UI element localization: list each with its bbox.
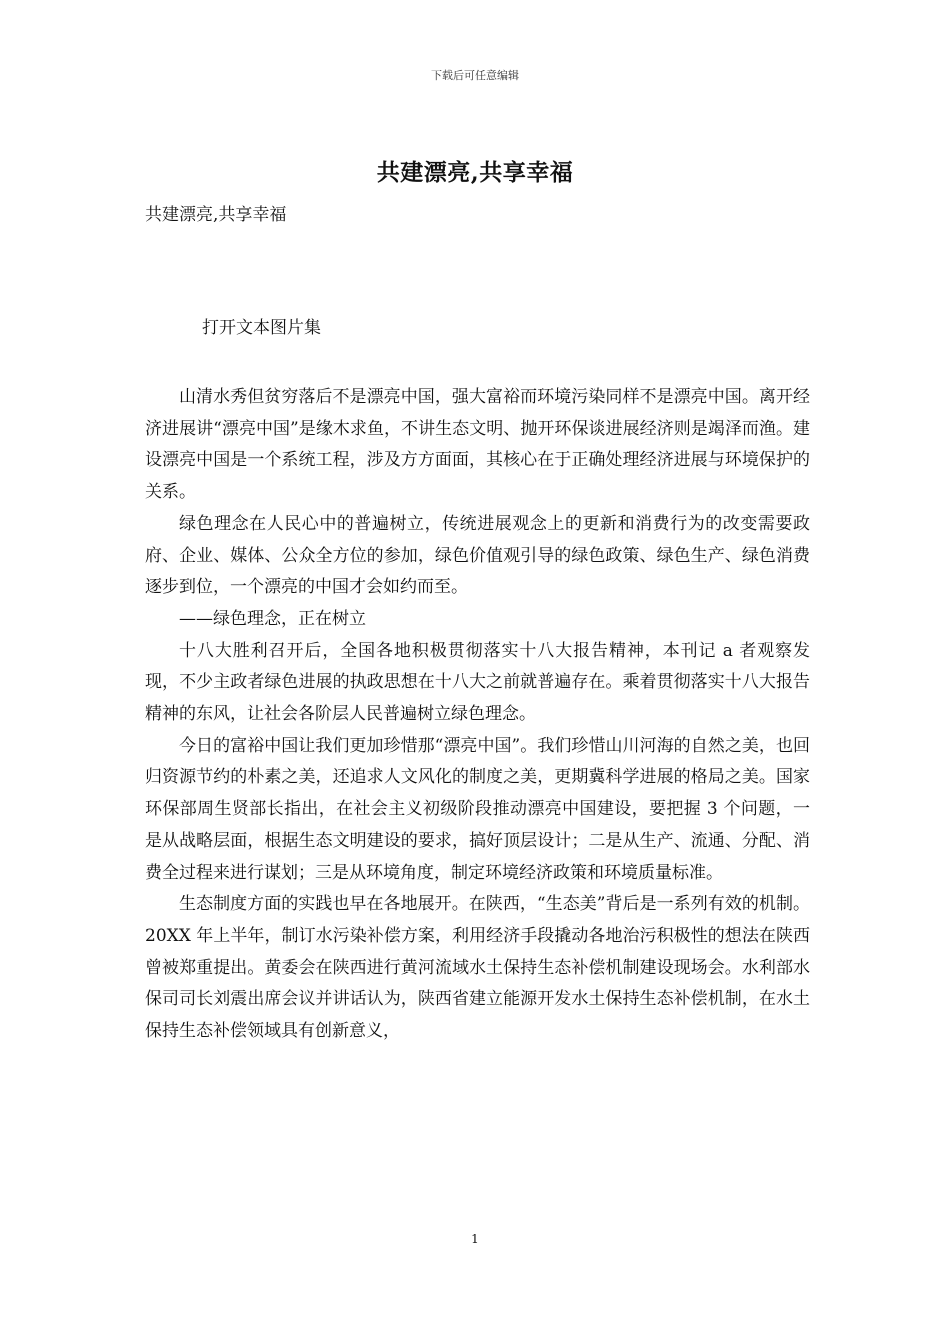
- page-number: 1: [471, 1232, 479, 1246]
- body-paragraph: 山清水秀但贫穷落后不是漂亮中国，强大富裕而环境污染同样不是漂亮中国。离开经济进展讲“漂亮中国”是缘木求鱼，不讲生态文明、抛开环保谈进展经济则是竭泽而渔。建设漂亮中国是一个系统工程，涉及方方面面，其核心在于正确处理经济进展与环境保护的关系。: [145, 387, 810, 503]
- body-paragraph: 十八大胜利召开后，全国各地积极贯彻落实十八大报告精神，本刊记 a 者观察发现，不少主政者绿色进展的执政思想在十八大之前就普遍存在。乘着贯彻落实十八大报告精神的东风，让社会各阶层人民普遍树立绿色理念。: [145, 640, 810, 725]
- body-paragraph: 绿色理念在人民心中的普遍树立，传统进展观念上的更新和消费行为的改变需要政府、企业、媒体、公众全方位的参加，绿色价值观引导的绿色政策、绿色生产、绿色消费逐步到位，一个漂亮的中国才会如约而至。: [145, 513, 810, 598]
- body-paragraph: 今日的富裕中国让我们更加珍惜那“漂亮中国”。我们珍惜山川河海的自然之美，也回归资源节约的朴素之美，还追求人文风化的制度之美，更期冀科学进展的格局之美。国家环保部周生贤部长指出，在社会主义初级阶段推动漂亮中国建设，要把握 3 个问题，一是从战略层面，根据生态文明建设的要求，搞好顶层设计；二是从生产、流通、分配、消费全过程来进行谋划；三是从环境角度，制定环境经济政策和环境质量标准。: [145, 735, 810, 883]
- open-image-gallery-link[interactable]: 打开文本图片集: [202, 318, 321, 338]
- document-subtitle: 共建漂亮,共享幸福: [145, 205, 287, 225]
- body-paragraph: 生态制度方面的实践也早在各地展开。在陕西，“生态美”背后是一系列有效的机制。20XX 年上半年，制订水污染补偿方案，利用经济手段撬动各地治污积极性的想法在陕西曾被郑重提出。黄委会在陕西进行黄河流域水土保持生态补偿机制建设现场会。水利部水保司司长刘震出席会议并讲话认为，陕西省建立能源开发水土保持生态补偿机制，在水土保持生态补偿领域具有创新意义，: [145, 894, 810, 1042]
- section-heading: ——绿色理念，正在树立: [179, 608, 366, 629]
- document-body: [145, 382, 810, 1048]
- document-title: 共建漂亮,共享幸福: [376, 159, 574, 186]
- header-note: 下载后可任意编辑: [431, 69, 519, 82]
